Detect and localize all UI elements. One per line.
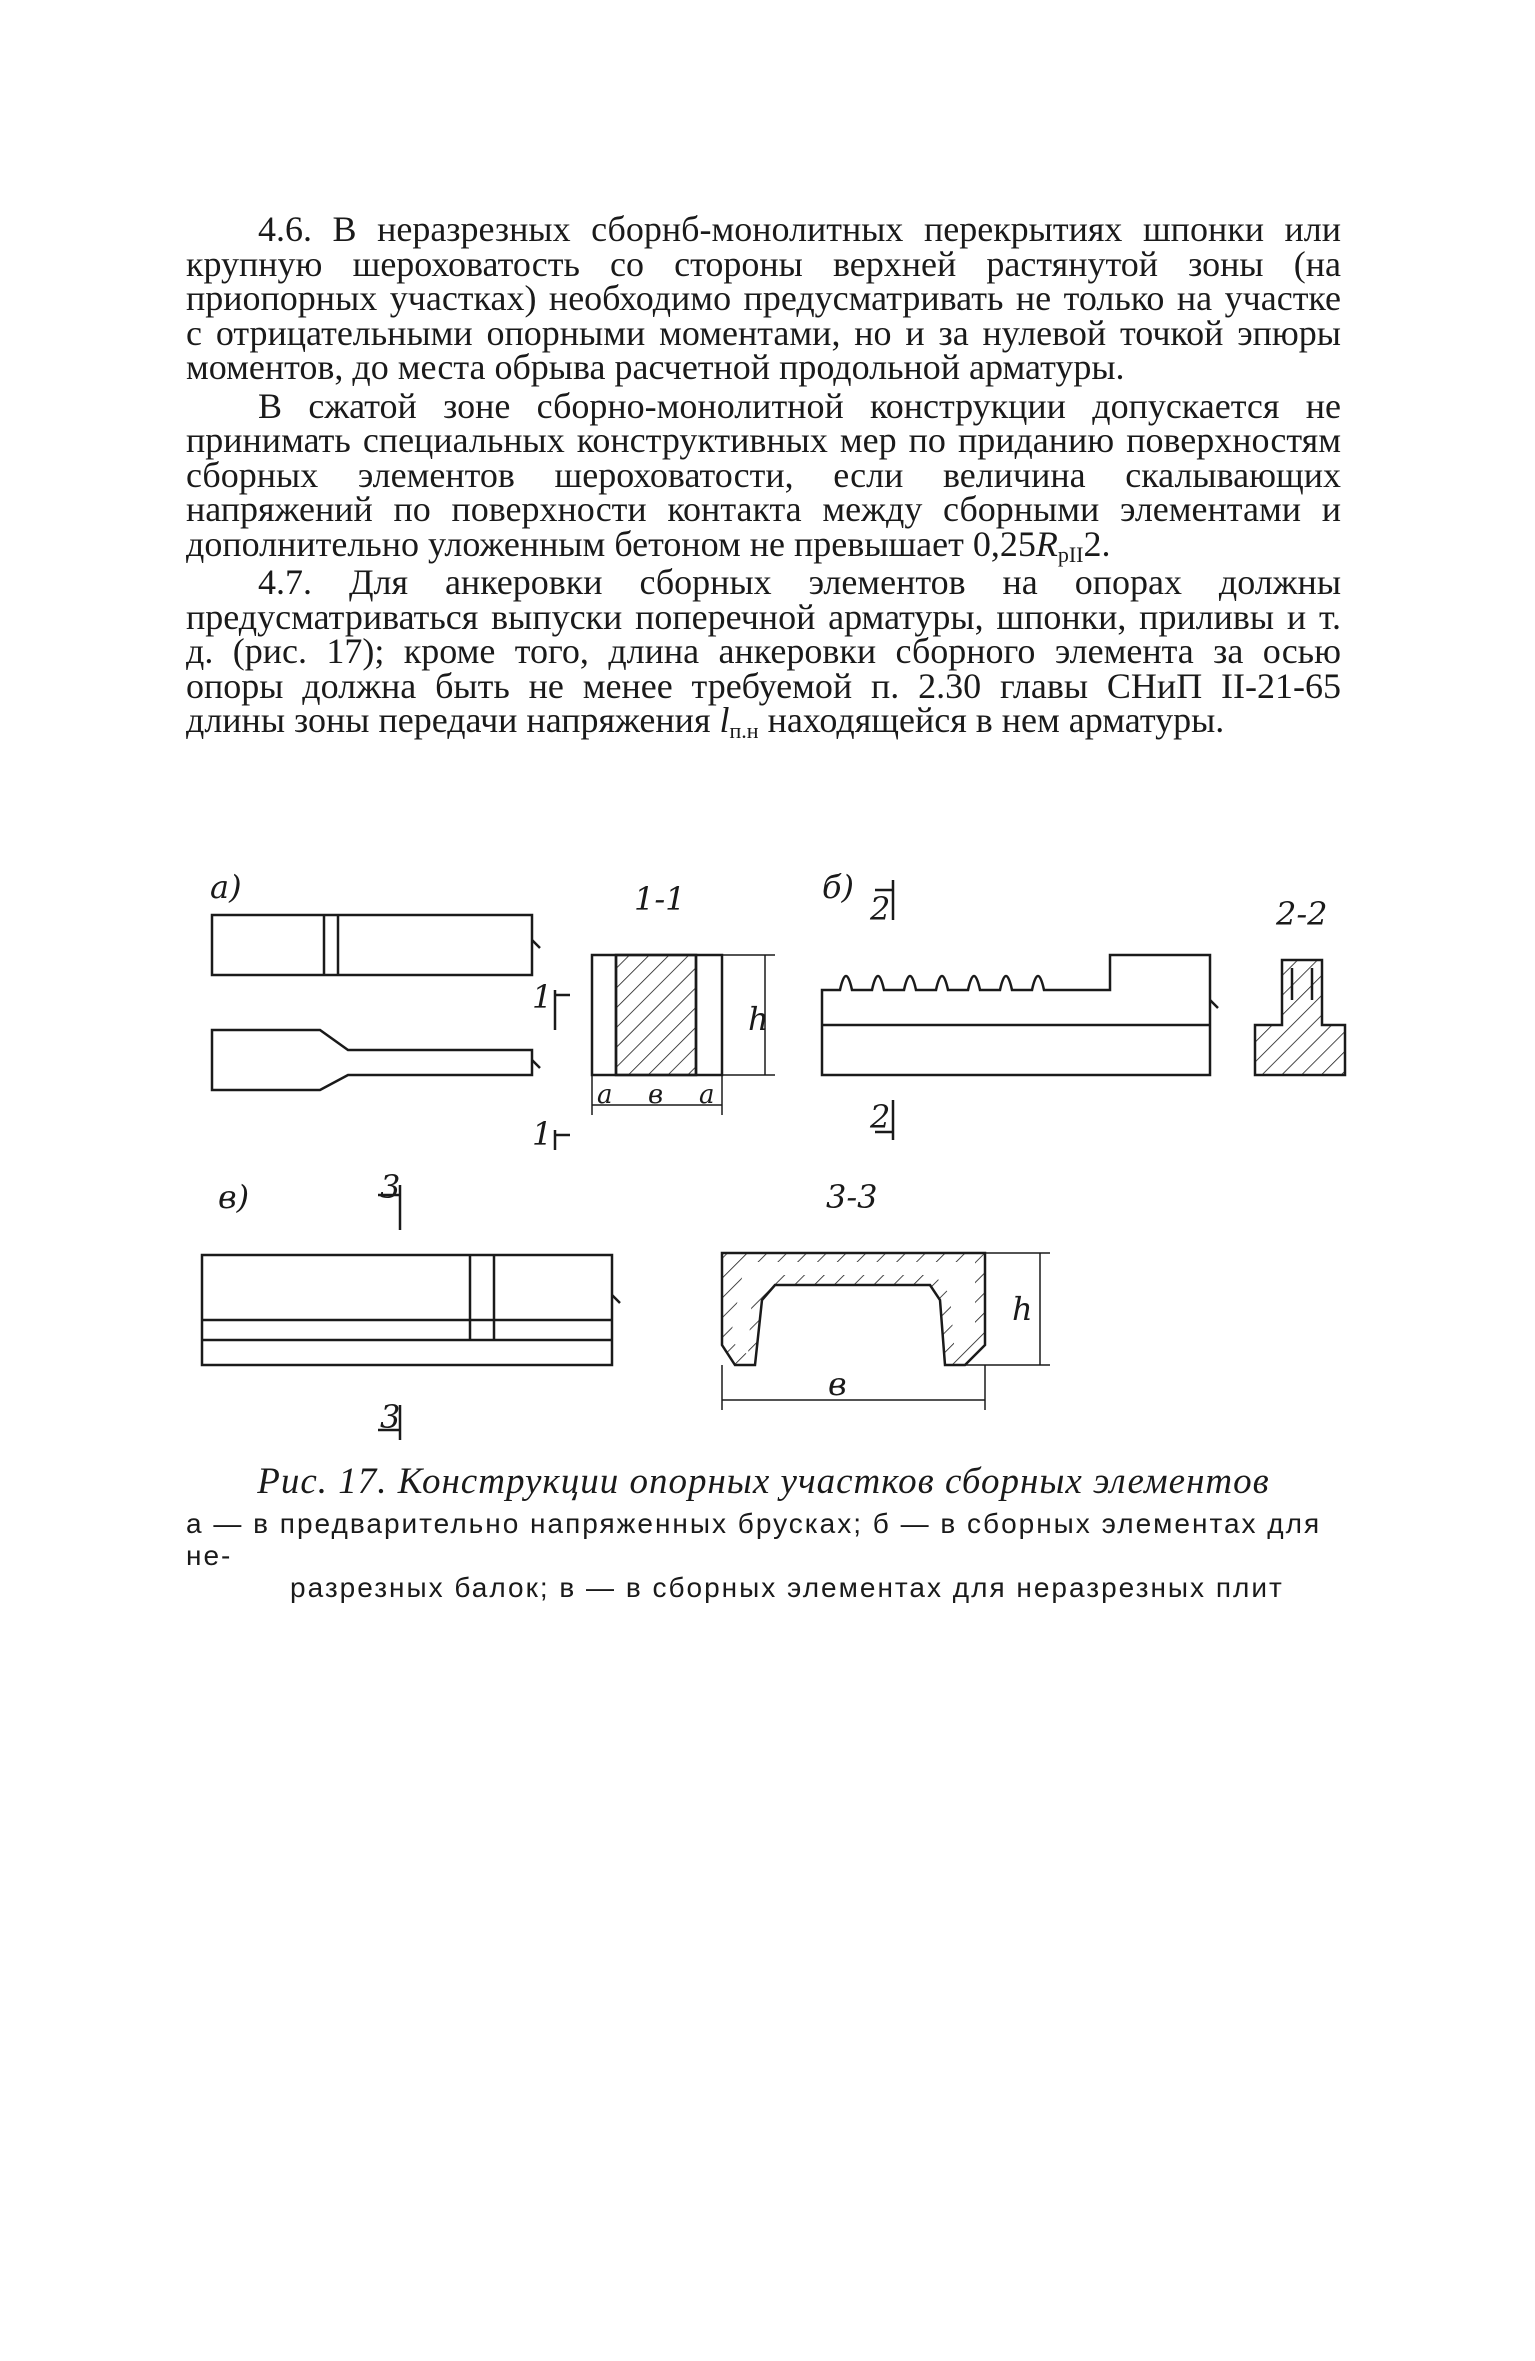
mark-1-bottom: 1 [532, 1115, 553, 1153]
dim-v: в [648, 1080, 664, 1110]
section-label-1-1: 1-1 [634, 880, 686, 918]
fig-section-3-3 [722, 1253, 1050, 1410]
label-b: б) [822, 868, 855, 906]
body-text [186, 209, 1342, 743]
paragraph-compressed-zone [186, 385, 1341, 567]
formula-subscript: п.н [729, 718, 759, 743]
dim-a-left: а [597, 1080, 613, 1110]
clause-number: 4.7. [258, 562, 312, 602]
mark-1-top: 1 [532, 978, 553, 1016]
figure-caption: Рис. 17. Конструкции опорных участков сборных элементов [257, 1461, 1270, 1502]
formula-symbol: l [719, 700, 730, 740]
dim-h-1-1: h [748, 1000, 769, 1038]
paragraph-text: Для анкеровки сборных элементов на опорах должны предусматриваться выпуски поперечной арматуры, шпонки, приливы и т. д. (рис. 17); кроме того, длина анкеровки сборного элемента за осью опоры должна быть не менее требуемой п. 2.30 главы СНиП II-21-65 длины зоны передачи напряжения [186, 562, 1342, 740]
formula-symbol: R [1035, 523, 1058, 564]
fig-a-bar-top [212, 915, 540, 975]
paragraph-text: В сжатой зоне сборно-монолитной конструкции допускается не принимать специальных конструктивных мер по приданию поверхностям сборных элементов шероховатости, если величина скалывающих напряжений по поверхности контакта между сборными элементами и дополнительно уложенным бетоном не превышает 0,25 [186, 385, 1341, 564]
legend-line-2: разрезных балок; в — в сборных элементах для неразрезных плит [290, 1572, 1284, 1603]
dim-h-3-3: h [1012, 1290, 1033, 1328]
dim-v-3-3: в [828, 1365, 847, 1403]
fig-a-bar-bottom [212, 1030, 532, 1090]
figure-legend [186, 1508, 1341, 1604]
mark-2-top: 2 [870, 890, 891, 928]
label-a: а) [210, 868, 242, 906]
paragraph-4-6 [186, 209, 1341, 387]
formula-end: 2. [1083, 523, 1111, 564]
fig-section-2-2 [1255, 960, 1345, 1075]
mark-2-bottom: 2 [870, 1098, 891, 1136]
section-label-2-2: 2-2 [1276, 895, 1328, 933]
mark-3-top: 3 [380, 1168, 401, 1206]
fig-v-slab [202, 1185, 620, 1440]
section-label-3-3: 3-3 [826, 1178, 878, 1216]
paragraph-text-end: находящейся в нем арматуры. [758, 700, 1225, 740]
label-v: в) [218, 1178, 250, 1216]
legend-line-1: а — в предварительно напряженных брусках; б — в сборных элементах для не- [186, 1508, 1322, 1571]
paragraph-text: В неразрезных сборнб-монолитных перекрытиях шпонки или крупную шероховатость со стороны верхней растянутой зоны (на приопорных участках) необходимо предусматривать не только на участке с отрицательными опорными моментами, но и за нулевой точкой эпюры моментов, до места обрыва расчетной продольной арматуры. [186, 209, 1341, 387]
formula-subscript: pII [1057, 541, 1084, 567]
dim-a-right: а [699, 1080, 715, 1110]
clause-number: 4.6. [258, 209, 312, 249]
mark-3-bottom: 3 [380, 1398, 401, 1436]
paragraph-4-7 [186, 562, 1342, 743]
